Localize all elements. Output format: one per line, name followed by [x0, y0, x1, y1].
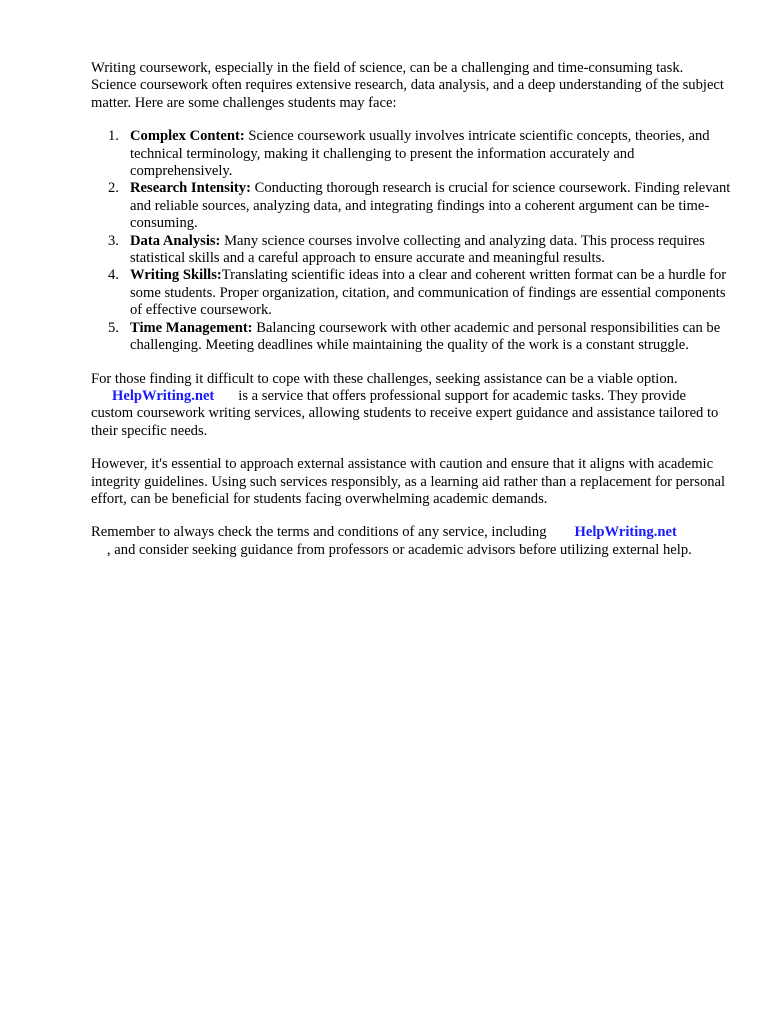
challenge-term: Complex Content: [130, 128, 245, 145]
challenges-list [91, 128, 731, 354]
challenge-text: Balancing coursework with other academic and personal responsibilities can be challenging. Meeting deadlines while maintaining the quality of the work is a constant struggle. [130, 319, 721, 354]
challenge-term: Time Management: [130, 319, 253, 336]
reminder-text-after: , and consider seeking guidance from professors or academic advisors before utilizing external help. [107, 541, 692, 558]
list-number: 1. [108, 128, 119, 145]
challenge-term: Writing Skills: [130, 267, 222, 284]
list-number: 5. [108, 319, 119, 336]
list-number: 4. [108, 267, 119, 284]
challenge-term: Research Intensity: [130, 180, 251, 197]
challenge-text: Conducting thorough research is crucial for science coursework. Finding relevant and reliable sources, analyzing data, and integrating findings into a coherent argument can be time-consuming. [130, 180, 731, 232]
integrity-paragraph: However, it's essential to approach external assistance with caution and ensure that it aligns with academic integrity guidelines. Using such services responsibly, as a learning aid rather than a replacement for personal effort, can be beneficial for students facing overwhelming academic demands. [91, 456, 726, 507]
list-number: 2. [108, 180, 119, 197]
list-item [91, 267, 731, 319]
list-number: 3. [108, 232, 119, 249]
document-page [91, 60, 731, 575]
helpwriting-link[interactable]: HelpWriting.net [574, 524, 677, 541]
challenge-term: Data Analysis: [130, 232, 221, 249]
challenge-text: Many science courses involve collecting and analyzing data. This process requires statistical skills and a careful approach to ensure accurate and meaningful results. [130, 232, 705, 267]
helpwriting-link[interactable]: HelpWriting.net [112, 387, 215, 404]
reminder-text-before: Remember to always check the terms and conditions of any service, including [91, 524, 547, 541]
list-item [91, 320, 731, 355]
challenge-text: Translating scientific ideas into a clear and coherent written format can be a hurdle for some students. Proper organization, citation, and communication of findings are essential components of effective coursework. [130, 267, 727, 319]
list-item [91, 128, 731, 180]
reminder-paragraph [91, 524, 731, 559]
list-item [91, 180, 731, 232]
intro-paragraph: Writing coursework, especially in the field of science, can be a challenging and time-consuming task. Science coursework often requires extensive research, data analysis, and a deep understanding of the subject matter. Here are some challenges students may face: [91, 60, 724, 111]
assistance-text-before: For those finding it difficult to cope with these challenges, seeking assistance can be a viable option. [91, 370, 678, 387]
list-item [91, 233, 731, 268]
challenge-text: Science coursework usually involves intricate scientific concepts, theories, and technical terminology, making it challenging to present the information accurately and comprehensively. [130, 128, 710, 180]
assistance-text-after: is a service that offers professional support for academic tasks. They provide custom coursework writing services, allowing students to receive expert guidance and assistance tailored to their specific needs. [91, 387, 719, 439]
assistance-paragraph [91, 371, 731, 441]
